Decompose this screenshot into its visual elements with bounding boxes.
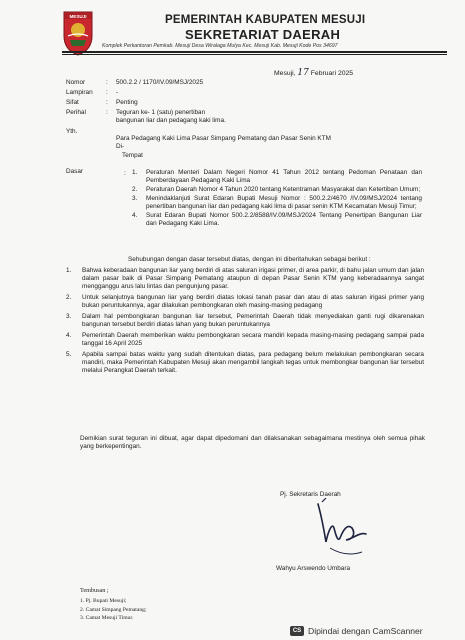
list-item: 2. Camat Simpang Pematang; [80, 606, 147, 613]
list-item: 2. Untuk selanjutnya bangunan liar yang berdiri diatas lokasi tanah pasar dan atau di atas saluran irigasi primer yang bukan peruntukannya, agar dilakukan pembongkaran oleh masing-masing pedagang [66, 294, 424, 309]
letter-date [274, 69, 353, 78]
meta-value: Penting [116, 99, 138, 106]
date-day: 17 [297, 68, 309, 78]
intro-text: Sehubungan dengan dasar tersebut diatas, dengan ini diberitahukan sebagai berikut : [128, 256, 371, 263]
mesuji-regency-logo-icon [62, 10, 94, 56]
recipient-tempat: Tempat [122, 152, 143, 159]
cc-title: Tembusan ; [80, 587, 109, 594]
dasar-list [132, 169, 422, 229]
cc-list [80, 597, 147, 623]
signatory-name: Wahyu Arswendo Umbara [276, 565, 350, 572]
list-item: 3. Menindaklanjuti Surat Edaran Bupati Mesuji Nomor : 500.2.2/4670 /IV.09/MSJ/2024 tentang penertiban bangunan liar dan pedagang kaki lima di pasar senin KTM Kecamatan Mesuji Timur; [132, 195, 422, 210]
date-month-year: Februari 2025 [310, 70, 354, 77]
list-item: 3. Camat Mesuji Timur. [80, 615, 134, 621]
list-item: 5. Apabila sampai batas waktu yang sudah ditentukan diatas, para pedagang belum melakukan pembongkaran secara mandiri, maka Pemerintah Kabupaten Mesuji akan mengambil langkah tegas untuk membongkar bangunan liar tersebut melalui Perangkat Daerah terkait. [66, 351, 424, 374]
svg-text:MESUJI: MESUJI [69, 14, 87, 19]
meta-value: bangunan liar dan pedagang kaki lima. [116, 117, 226, 124]
list-item: 1. Peraturan Menteri Dalam Negeri Nomor 41 Tahun 2012 tentang Pedoman Penataan dan Pemberdayaan Pedagang Kaki Lima [132, 169, 422, 184]
recipient-di: Di- [116, 143, 125, 150]
list-item: 2. Peraturan Daerah Nomor 4 Tahun 2020 tentang Ketentraman Masyarakat dan Ketertiban Umum; [132, 186, 421, 193]
header-divider-thin [62, 54, 447, 55]
list-item: 4. Surat Edaran Bupati Nomor 500.2.2/8588/IV.09/MSJ/2024 Tentang Penertipan Bangunan Liar dan Pedagang Kaki Lima. [132, 212, 422, 227]
handwritten-signature-icon [300, 498, 380, 564]
letter-page: MESUJI PEMERINTAH KABUPATEN MESUJI SEKRETARIAT DAERAH Komplek Perkantoran Pemkab. Mesuji Desa Wiralaga Mulya Kec. Mesuji Kab. Mesuji Kode Pos 34697 Mesuji, 17 Februari 2025 Nomor : 500.2.2 / 1170/IV.09/MSJ/2025 Lampiran : - Sifat : Penting Perihal : Teguran ke- 1 (satu) penertiban bangunan liar dan pedagang kaki lima. Yth. Para Pedagang Kaki Lima Pasar Simpang Pematang dan Pasar Senin KTM Di- Tempat Dasar : 1. Peraturan Menteri Dalam Negeri Nomor 41 Tahun 2012 tentang Pedoman Penataan dan Pemberdayaan Pedagang Kaki Lima 2. Peraturan Daerah Nomor 4 Tahun 2020 tentang Ketentraman Masyarakat dan Ketertiban Umum; 3. Menindaklanjuti Surat Edaran Bupati Mesuji Nomor : 500.2.2/4670 /IV.09/MSJ/2024 tentang penertiban bangunan liar dan pedagang kaki lima di pasar senin KTM Kecamatan Mesuji Timur; 4. Surat Edaran Bupati Nomor 500.2.2/8588/IV.09/MSJ/2024 Tentang Penertipan Bangunan Liar dan Pedagang Kaki Lima. Sehubungan dengan dasar tersebut diatas, dengan ini diberitahukan sebagai berikut : 1. Bahwa keberadaan bangunan liar yang berdiri di atas saluran irigasi primer, di area parkir, di bahu jalan umum dan jalan dalam pasar baik di Pasar Simpang Pematang ataupun di depan Pasar Senin KTM yang keberadaannya sangat mengganggu arus lalu lintas dan pengunjung pasar. 2. Untuk selanjutnya bangunan liar yang berdiri diatas lokasi tanah pasar dan atau di atas saluran irigasi primer yang bukan peruntukannya, agar dilakukan pembongkaran oleh masing-masing pedagang 3. Dalam hal pembongkaran bangunan liar tersebut, Pemerintah Daerah tidak menyediakan ganti rugi dikarenakan bangunan tersebut berdiri diatas lahan yang bukan peruntukannya 4. Pemerintah Daerah memberikan waktu pembongkaran secara mandiri kepada masing-masing pedagang sampai pada tanggal 16 April 2025 5. Apabila sampai batas waktu yang sudah ditentukan diatas, para pedagang belum melakukan pembongkaran secara mandiri, maka Pemerintah Kabupaten Mesuji akan mengambil langkah tegas untuk membongkar bangunan liar tersebut melalui Perangkat Daerah terkait. Demikian surat teguran ini dibuat, agar dapat dipedomani dan dilaksanakan sebagaimana mestinya oleh semua pihak yang berkepentingan. Pj. Sekretaris Daerah Wahyu Arswendo Umbara Tembusan ; 1. Pj. Bupati Mesuji; 2. Camat Simpang Pematang; 3. Camat Mesuji Timur. CS Dipindai dengan CamScanner [0, 0, 465, 640]
office-name: SEKRETARIAT DAERAH [185, 27, 341, 42]
camscanner-logo-icon: CS [290, 626, 304, 636]
camscanner-text: Dipindai dengan CamScanner [308, 626, 423, 636]
notice-points [66, 267, 424, 378]
meta-label: Sifat [66, 99, 79, 106]
signatory-title: Pj. Sekretaris Daerah [280, 491, 341, 498]
meta-value: - [116, 89, 119, 96]
office-address: Komplek Perkantoran Pemkab. Mesuji Desa Wiralaga Mulya Kec. Mesuji Kab. Mesuji Kode Pos 34697 [102, 43, 338, 49]
list-item: 4. Pemerintah Daerah memberikan waktu pembongkaran secara mandiri kepada masing-masing pedagang sampai pada tanggal 16 April 2025 [66, 332, 424, 347]
meta-label: Yth. [66, 128, 78, 135]
header-divider-thick [62, 51, 447, 53]
list-item: 1. Bahwa keberadaan bangunan liar yang berdiri di atas saluran irigasi primer, di area parkir, di bahu jalan umum dan jalan dalam pasar baik di Pasar Simpang Pematang ataupun di depan Pasar Senin KTM yang keberadaannya sangat mengganggu arus lalu lintas dan pengunjung pasar. [66, 267, 424, 290]
meta-label: Perihal [66, 109, 86, 116]
meta-value: 500.2.2 / 1170/IV.09/MSJ/2025 [116, 79, 204, 86]
list-item: 3. Dalam hal pembongkaran bangunan liar tersebut, Pemerintah Daerah tidak menyediakan ganti rugi dikarenakan bangunan tersebut berdiri diatas lahan yang bukan peruntukannya [66, 313, 424, 328]
meta-label: Nomor [66, 79, 86, 86]
closing-paragraph: Demikian surat teguran ini dibuat, agar dapat dipedomani dan dilaksanakan sebagaimana mestinya oleh semua pihak yang berkepentingan. [80, 435, 425, 450]
recipient-name: Para Pedagang Kaki Lima Pasar Simpang Pematang dan Pasar Senin KTM [116, 135, 331, 142]
meta-label: Lampiran [66, 89, 93, 96]
date-prefix: Mesuji, [274, 70, 296, 77]
dasar-label: Dasar [66, 168, 84, 175]
list-item: 1. Pj. Bupati Mesuji; [80, 598, 127, 604]
camscanner-watermark [290, 626, 423, 636]
government-name: PEMERINTAH KABUPATEN MESUJI [165, 14, 366, 26]
meta-value: Teguran ke- 1 (satu) penertiban [116, 109, 206, 116]
